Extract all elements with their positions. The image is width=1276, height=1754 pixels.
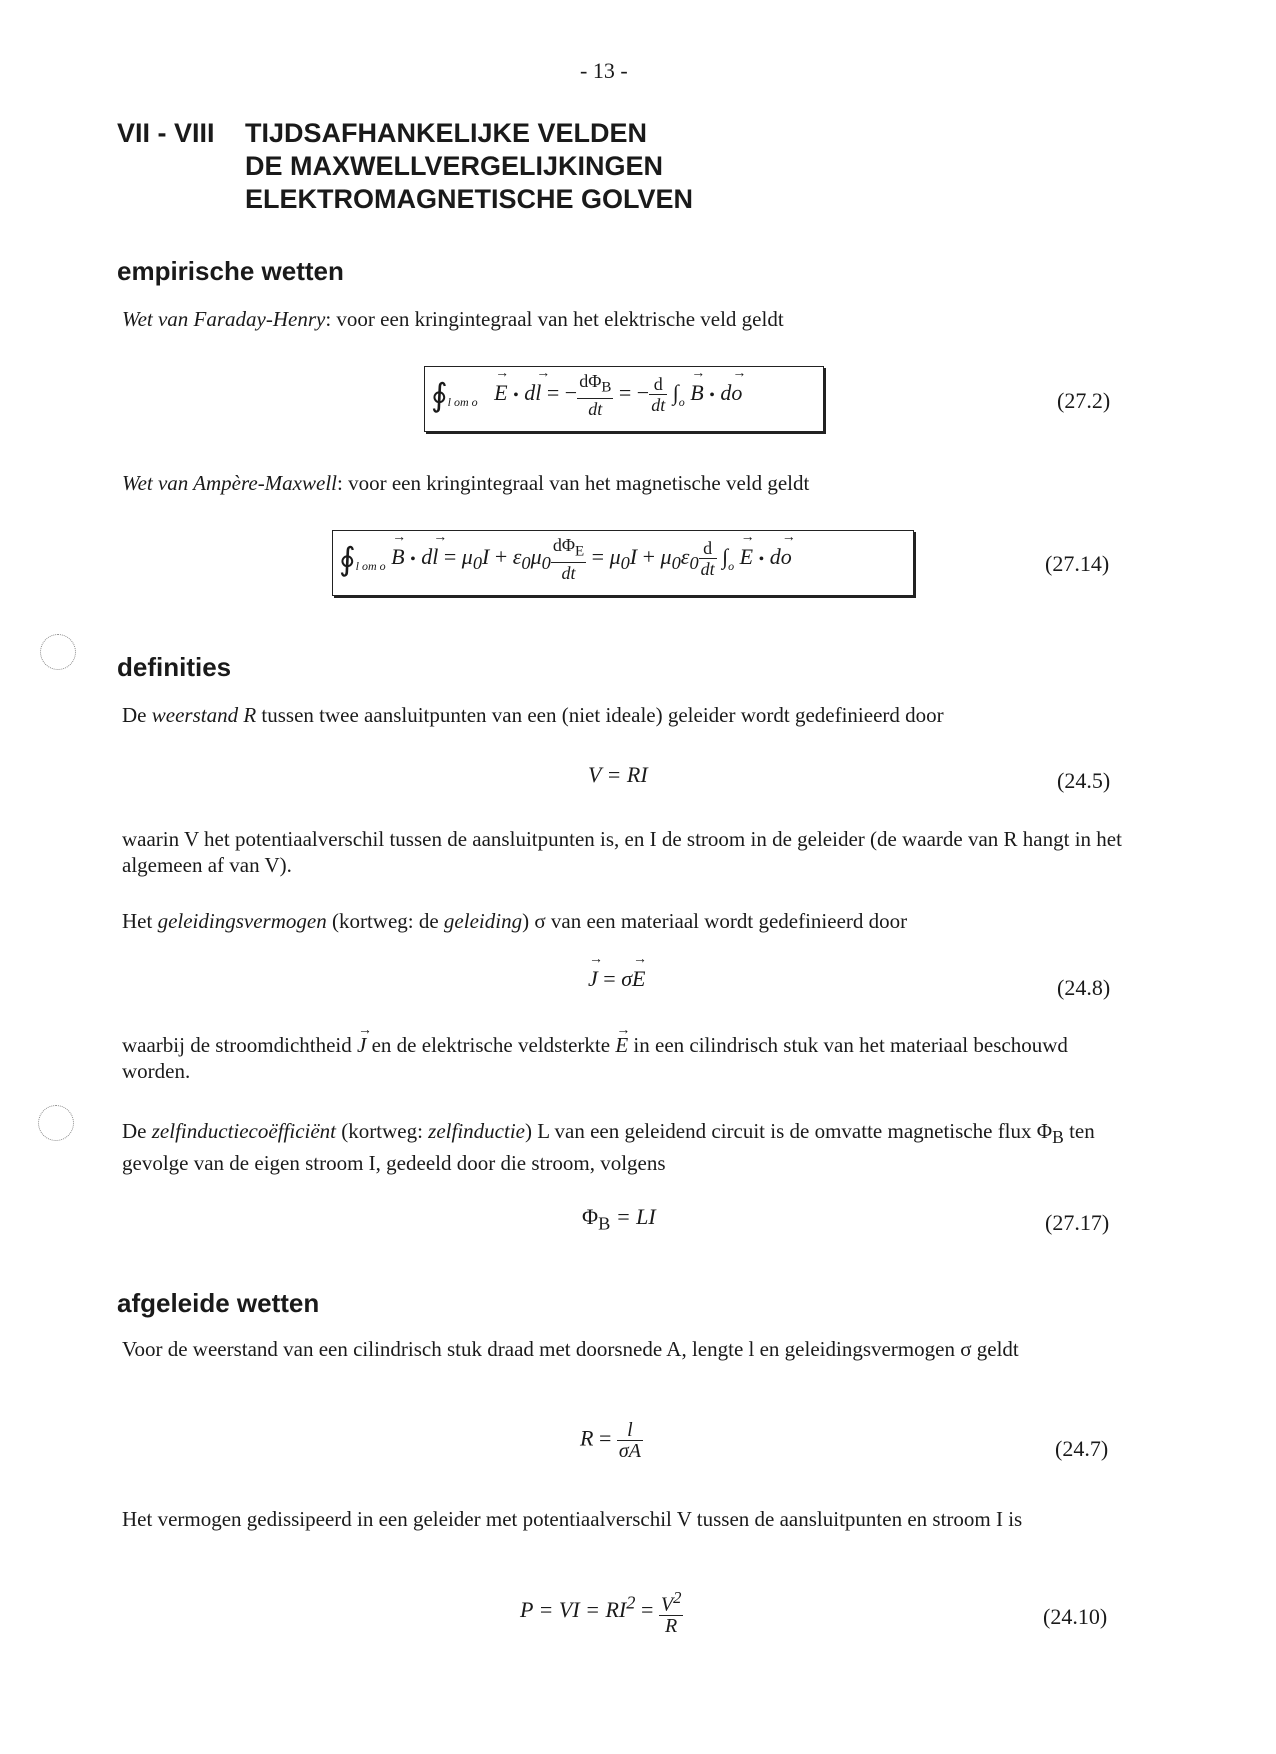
equation-number: (27.14) <box>1045 551 1110 576</box>
faraday-intro <box>122 306 1132 332</box>
faraday-intro-text: : voor een kringintegraal van het elektrische veld geldt <box>325 307 784 331</box>
ampere-equation-box <box>332 530 914 596</box>
term-self-inductance-coefficient: zelfinductiecoëfficiënt <box>151 1119 337 1143</box>
chapter-title-line-2: DE MAXWELLVERGELIJKINGEN <box>245 151 664 181</box>
wire-resistance-equation: R = $\frac{l}{\sigma A}$ <box>580 1419 641 1462</box>
conductivity-explanation: waarbij de stroomdichtheid → J en de elektrische veldsterkte → E in een cilindrisch stuk van het materiaal beschouwd worden. <box>122 1032 1132 1084</box>
chapter-title-line-1: TIJDSAFHANKELIJKE VELDEN <box>245 118 648 148</box>
resistance-equation: V = RI <box>588 762 648 787</box>
resistance-intro <box>122 702 1132 728</box>
faraday-equation-box <box>424 366 824 432</box>
scan-artifact <box>38 1105 74 1141</box>
text-fragment: ) L van een geleidend circuit is de omvatte magnetische flux Φ <box>524 1119 1053 1143</box>
equation-number: (27.2) <box>1057 388 1111 413</box>
scan-artifact <box>40 634 76 670</box>
chapter-number: VII - VIII <box>117 118 215 148</box>
text-fragment: ten gevolge van de eigen stroom I, gedeeld door die stroom, volgens <box>122 1119 1095 1176</box>
resistance-explanation: waarin V het potentiaalverschil tussen de aansluitpunten is, en I de stroom in de geleider (de waarde van R hangt in het algemeen af van V). <box>122 827 1122 877</box>
inductance-equation: $\Phi_B$ = LI <box>582 1204 656 1234</box>
term-conductivity: geleidingsvermogen <box>157 909 327 933</box>
wire-intro: Voor de weerstand van een cilindrisch stuk draad met doorsnede A, lengte l en geleidingsvermogen σ geldt <box>122 1337 1019 1361</box>
ampere-equation: $∮_{l om o} \to B$ • $d\to l = \mu_0I + \varepsilon_0\mu_0$ $\frac{d\Phi_E}{dt}$ = $\mu_0I + \mu_0\varepsilon_0$ $\frac{d}{dt}$ $\int_o \to E$ • d→ o <box>339 535 792 583</box>
faraday-law-name: Wet van Faraday-Henry <box>122 307 326 331</box>
equation-number: (27.17) <box>1045 1210 1110 1235</box>
faraday-equation: $∮_{l om o} \to E$ • d→ l = − $\frac{d\Phi_B}{dt}$ = − $\frac{d}{dt}$ $\int_o \to B$ • d→ o <box>431 371 742 419</box>
text-fragment: in een cilindrisch stuk van het materiaal beschouwd worden. <box>122 1033 1068 1083</box>
text-fragment: (kortweg: <box>336 1119 429 1143</box>
equation-number: (24.5) <box>1057 768 1111 793</box>
power-intro: Het vermogen gedissipeerd in een geleider met potentiaalverschil V tussen de aansluitpunten en stroom I is <box>122 1507 1023 1531</box>
inductance-intro: De zelfinductiecoëfficiënt (kortweg: zelfinductie) L van een geleidend circuit is de omvatte magnetische flux $\Phi_B$ ten gevolge van de eigen stroom I, gedeeld door die stroom, volgens <box>122 1119 1095 1176</box>
term-resistance: weerstand R <box>151 703 257 727</box>
power-equation: P = VI = $RI^2$ = $\frac{V^2}{R}$ <box>520 1588 682 1637</box>
term-conductance: geleiding <box>443 909 523 933</box>
page-number: - 13 - <box>580 58 628 83</box>
text-fragment: waarbij de stroomdichtheid <box>122 1033 358 1057</box>
text-fragment: De <box>122 703 152 727</box>
conductivity-intro <box>122 908 1132 934</box>
chapter-title-line-3: ELEKTROMAGNETISCHE GOLVEN <box>245 184 694 214</box>
conductivity-equation: → J = σ→ E <box>588 966 646 992</box>
ampere-intro-text: : voor een kringintegraal van het magnetische veld geldt <box>337 471 810 495</box>
section-heading-derived: afgeleide wetten <box>117 1288 320 1318</box>
section-heading-definitions: definities <box>117 652 232 682</box>
text-fragment: Het <box>122 909 158 933</box>
equation-rhs: = LI <box>615 1204 656 1229</box>
text-fragment: (kortweg: de <box>326 909 444 933</box>
equation-lhs: P = VI = RI <box>520 1596 627 1622</box>
term-self-inductance: zelfinductie <box>428 1119 525 1143</box>
equation-number: (24.8) <box>1057 975 1111 1000</box>
text-fragment: tussen twee aansluitpunten van een (niet ideale) geleider wordt gedefinieerd door <box>256 703 944 727</box>
equation-number: (24.7) <box>1055 1436 1109 1461</box>
section-heading-empirical: empirische wetten <box>117 256 344 286</box>
text-fragment: De <box>122 1119 152 1143</box>
text-fragment: ) σ van een materiaal wordt gedefinieerd door <box>522 909 908 933</box>
ampere-law-name: Wet van Ampère-Maxwell <box>122 471 337 495</box>
equation-number: (24.10) <box>1043 1604 1108 1629</box>
text-fragment: en de elektrische veldsterkte <box>366 1033 616 1057</box>
ampere-intro <box>122 470 1132 496</box>
